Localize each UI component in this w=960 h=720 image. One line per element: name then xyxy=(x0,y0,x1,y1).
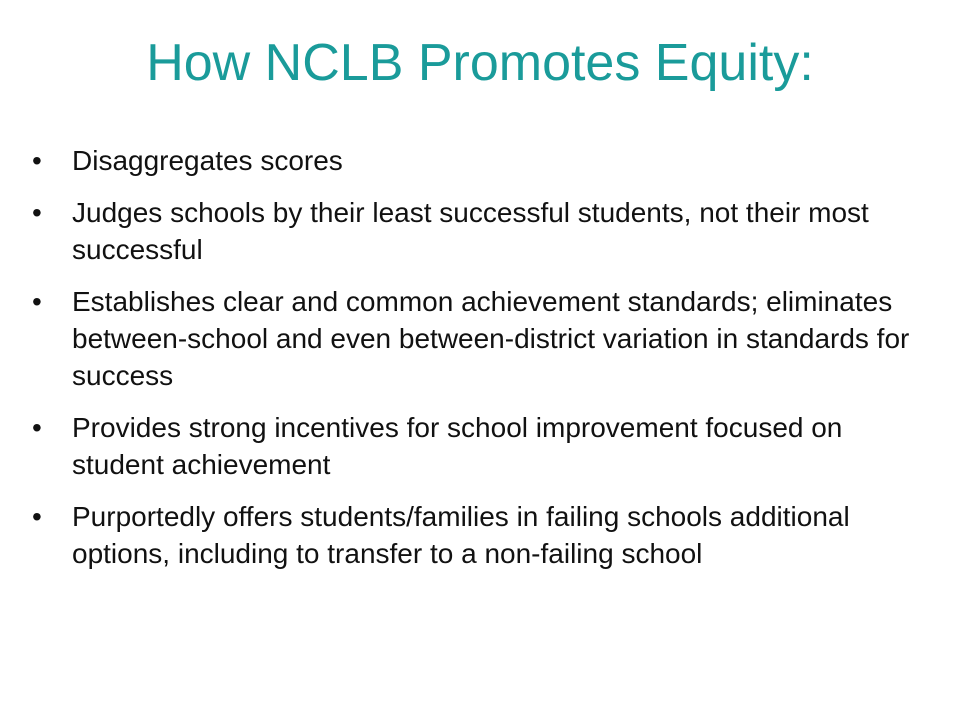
bullet-icon: • xyxy=(32,286,42,317)
bullet-item xyxy=(32,409,932,483)
bullet-text: Judges schools by their least successful students, not their most successful xyxy=(72,197,869,265)
bullet-text: Purportedly offers students/families in failing schools additional options, including to transfer to a non-failing school xyxy=(72,501,850,569)
bullet-item xyxy=(32,283,932,394)
bullet-item xyxy=(32,194,932,268)
bullet-icon: • xyxy=(32,412,42,443)
bullet-item xyxy=(32,142,932,179)
bullet-text: Establishes clear and common achievement standards; eliminates between-school and even between-district variation in standards for success xyxy=(72,286,910,391)
bullet-icon: • xyxy=(32,501,42,532)
bullet-item xyxy=(32,498,932,572)
bullet-icon: • xyxy=(32,145,42,176)
bullet-icon: • xyxy=(32,197,42,228)
bullet-text: Provides strong incentives for school improvement focused on student achievement xyxy=(72,412,843,480)
bullet-text: Disaggregates scores xyxy=(72,145,343,176)
slide-title: How NCLB Promotes Equity: xyxy=(146,34,814,92)
bullet-list xyxy=(32,142,932,587)
